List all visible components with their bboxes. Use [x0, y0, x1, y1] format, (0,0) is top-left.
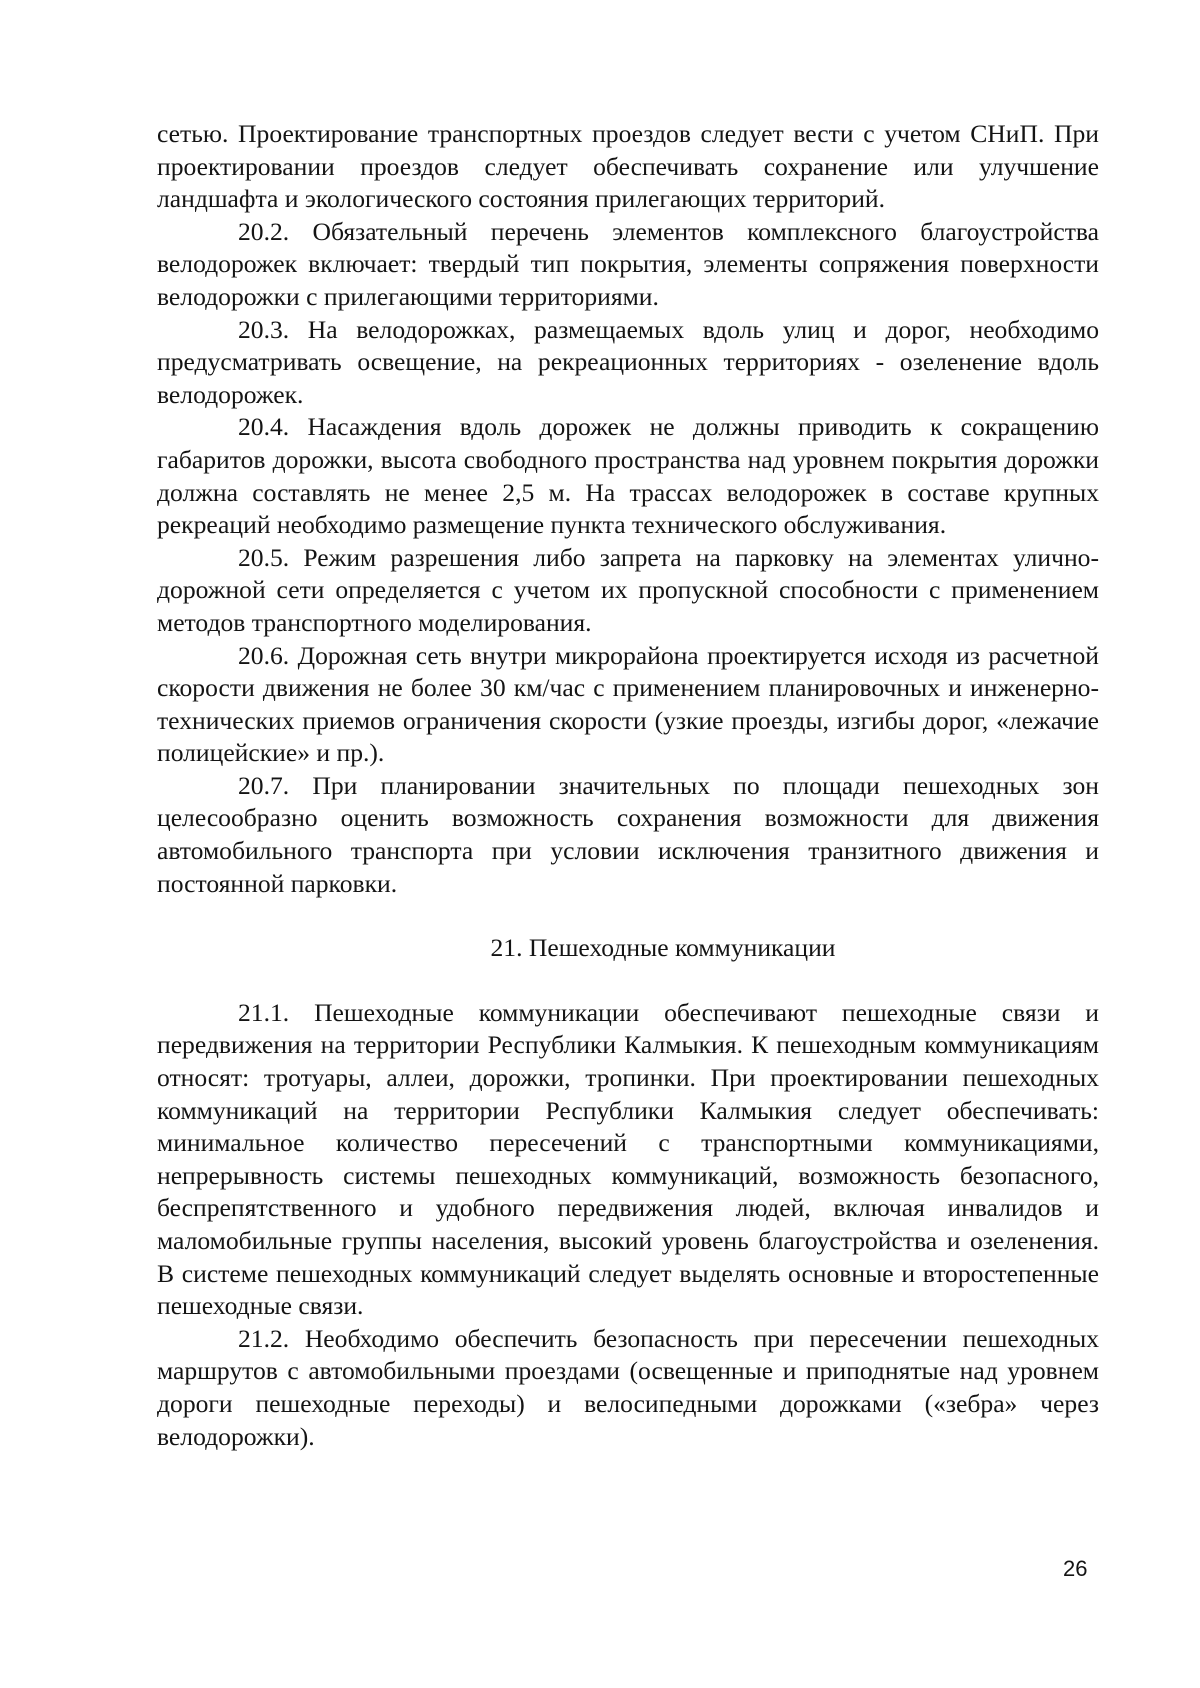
paragraph-21-2: 21.2. Необходимо обеспечить безопасность при пересечении пешеходных маршрутов с автомобильными проездами (освещенные и приподнятые над уровнем дороги пешеходные переходы) и велосипедными дорожками («зебра» через велодорожки). [157, 1323, 1099, 1451]
paragraph-20-3: 20.3. На велодорожках, размещаемых вдоль улиц и дорог, необходимо предусматривать освещение, на рекреационных территориях - озеленение вдоль велодорожек. [157, 314, 1099, 409]
paragraph-20-6: 20.6. Дорожная сеть внутри микрорайона проектируется исходя из расчетной скорости движения не более 30 км/час с применением планировочных и инженерно-технических приемов ограничения скорости (узкие проезды, изгибы дорог, «лежачие полицейские» и пр.). [157, 640, 1099, 768]
paragraph-20-2: 20.2. Обязательный перечень элементов комплексного благоустройства велодорожек включает: твердый тип покрытия, элементы сопряжения поверхности велодорожки с прилегающими территориями. [157, 216, 1099, 311]
document-body [157, 118, 1099, 1453]
section-heading: 21. Пешеходные коммуникации [490, 933, 836, 963]
paragraph-20-7: 20.7. При планировании значительных по площади пешеходных зон целесообразно оценить возможность сохранения возможности для движения автомобильного транспорта при условии исключения транзитного движения и постоянной парковки. [157, 770, 1099, 898]
paragraph-21-1: 21.1. Пешеходные коммуникации обеспечивают пешеходные связи и передвижения на территории Республики Калмыкия. К пешеходным коммуникациям относят: тротуары, аллеи, дорожки, тропинки. При проектировании пешеходных коммуникаций на территории Республики Калмыкия следует обеспечивать: минимальное количество пересечений с транспортными коммуникациями, непрерывность системы пешеходных коммуникаций, возможность безопасного, беспрепятственного и удобного передвижения людей, включая инвалидов и маломобильные группы населения, высокий уровень благоустройства и озеленения. В системе пешеходных коммуникаций следует выделять основные и второстепенные пешеходные связи. [157, 997, 1099, 1321]
paragraph-20-5: 20.5. Режим разрешения либо запрета на парковку на элементах улично-дорожной сети определяется с учетом их пропускной способности с применением методов транспортного моделирования. [157, 542, 1099, 637]
paragraph-20-4: 20.4. Насаждения вдоль дорожек не должны приводить к сокращению габаритов дорожки, высота свободного пространства над уровнем покрытия дорожки должна составлять не менее 2,5 м. На трассах велодорожек в составе крупных рекреаций необходимо размещение пункта технического обслуживания. [157, 412, 1099, 540]
paragraph-continuation: сетью. Проектирование транспортных проездов следует вести с учетом СНиП. При проектировании проездов следует обеспечивать сохранение или улучшение ландшафта и экологического состояния прилегающих территорий. [157, 119, 1099, 214]
page-number: 26 [1063, 1556, 1088, 1581]
